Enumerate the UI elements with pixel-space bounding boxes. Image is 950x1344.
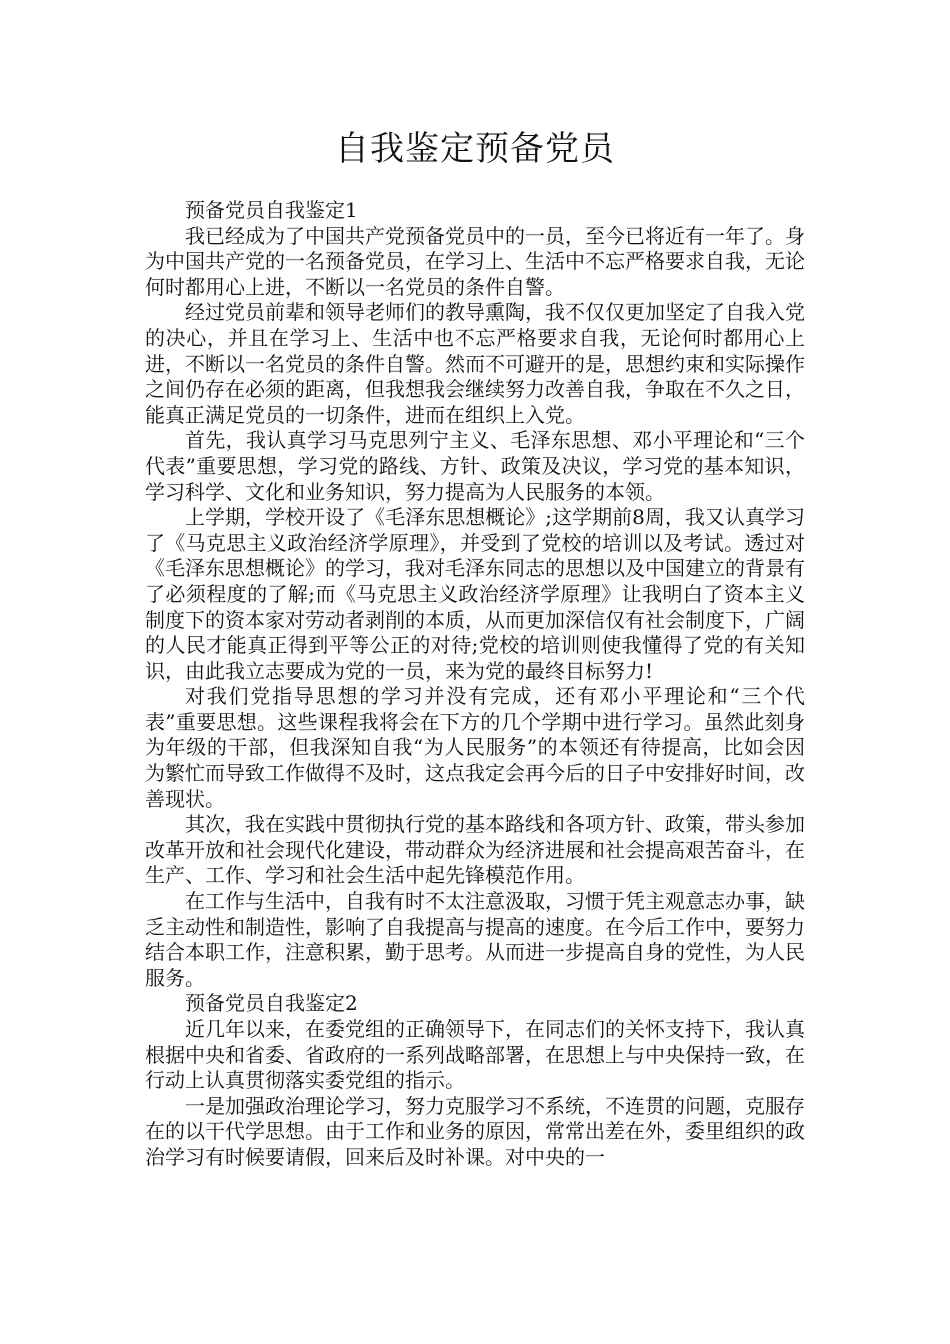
paragraph: 对我们党指导思想的学习并没有完成，还有邓小平理论和“三个代表”重要思想。这些课程我将会在下方的几个学期中进行学习。虽然此刻身为年级的干部，但我深知自我“为人民服务”的本领还有待提高，比如会因为繁忙而导致工作做得不及时，这点我定会再今后的日子中安排好时间，改善现状。 [145, 684, 805, 811]
document-title: 自我鉴定预备党员 [335, 129, 615, 169]
paragraph: 在工作与生活中，自我有时不太注意汲取，习惯于凭主观意志办事，缺乏主动性和制造性，影响了自我提高与提高的速度。在今后工作中，要努力结合本职工作，注意积累，勤于思考。从而进一步提高自身的党性，为人民服务。 [145, 889, 805, 990]
paragraph: 近几年以来，在委党组的正确领导下，在同志们的关怀支持下，我认真根据中央和省委、省政府的一系列战略部署，在思想上与中央保持一致，在行动上认真贯彻落实委党组的指示。 [145, 1017, 805, 1093]
paragraph: 经过党员前辈和领导老师们的教导熏陶，我不仅仅更加坚定了自我入党的决心，并且在学习上、生活中也不忘严格要求自我，无论何时都用心上进，不断以一名党员的条件自警。然而不可避开的是，思想约束和实际操作之间仍存在必须的距离，但我想我会继续努力改善自我，争取在不久之日，能真正满足党员的一切条件，进而在组织上入党。 [145, 300, 805, 427]
paragraph: 一是加强政治理论学习，努力克服学习不系统，不连贯的问题，克服存在的以干代学思想。由于工作和业务的原因，常常出差在外，委里组织的政治学习有时候要请假，回来后及时补课。对中央的一 [145, 1093, 805, 1169]
paragraph: 首先，我认真学习马克思列宁主义、毛泽东思想、邓小平理论和“三个代表”重要思想，学习党的路线、方针、政策及决议，学习党的基本知识，学习科学、文化和业务知识，努力提高为人民服务的本领。 [145, 428, 805, 504]
section-heading-1: 预备党员自我鉴定1 [185, 198, 358, 222]
paragraph: 上学期，学校开设了《毛泽东思想概论》;这学期前8周，我又认真学习了《马克思主义政治经济学原理》，并受到了党校的培训以及考试。透过对《毛泽东思想概论》的学习，我对毛泽东同志的思想以及中国建立的背景有了必须程度的了解;而《马克思主义政治经济学原理》让我明白了资本主义制度下的资本家对劳动者剥削的本质，从而更加深信仅有社会制度下，广阔的人民才能真正得到平等公正的对待;党校的培训则使我懂得了党的有关知识，由此我立志要成为党的一员，来为党的最终目标努力! [145, 505, 805, 683]
section-heading-2: 预备党员自我鉴定2 [185, 991, 358, 1016]
paragraph: 我已经成为了中国共产党预备党员中的一员，至今已将近有一年了。身为中国共产党的一名预备党员，在学习上、生活中不忘严格要求自我，无论何时都用心上进，不断以一名党员的条件自警。 [145, 223, 805, 299]
paragraph: 其次，我在实践中贯彻执行党的基本路线和各项方针、政策，带头参加改革开放和社会现代化建设，带动群众为经济进展和社会提高艰苦奋斗，在生产、工作、学习和社会生活中起先锋模范作用。 [145, 812, 805, 888]
document-body [145, 198, 805, 1171]
